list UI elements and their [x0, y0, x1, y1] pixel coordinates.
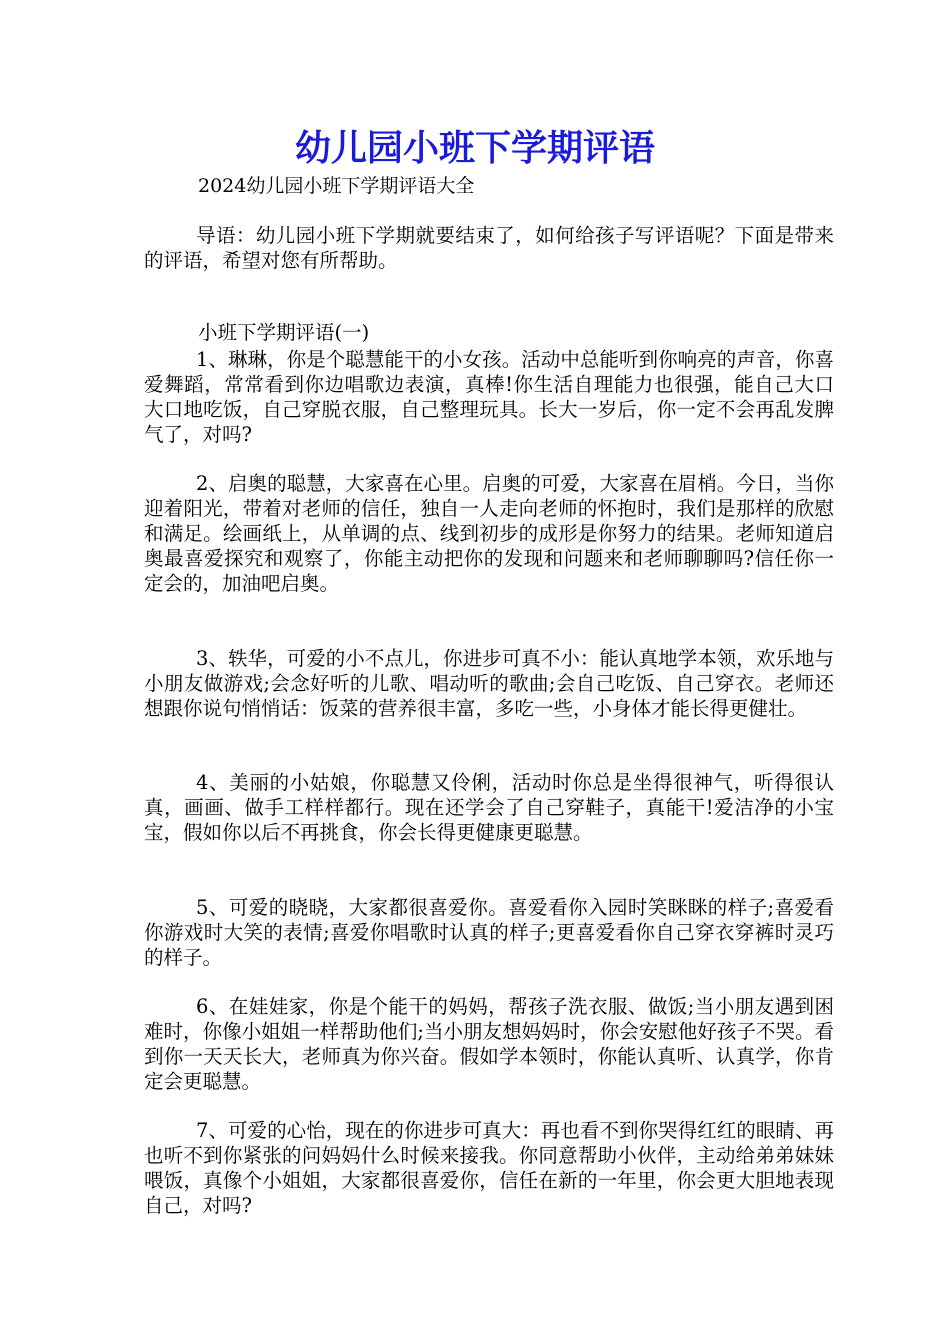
comment-paragraph-6: 6、在娃娃家，你是个能干的妈妈，帮孩子洗衣服、做饭;当小朋友遇到困难时，你像小姐姐一样帮助他们;当小朋友想妈妈时，你会安慰他好孩子不哭。看到你一天天长大，老师真为你兴奋。假如学本领时，你能认真听、认真学，你肯定会更聪慧。 [144, 995, 834, 1093]
section-heading: 小班下学期评语(一) [198, 321, 370, 344]
comment-paragraph-1: 1、琳琳，你是个聪慧能干的小女孩。活动中总能听到你响亮的声音，你喜爱舞蹈，常常看到你边唱歌边表演，真棒!你生活自理能力也很强，能自己大口大口地吃饭，自己穿脱衣服，自己整理玩具。长大一岁后，你一定不会再乱发脾气了，对吗? [144, 348, 834, 446]
document-title: 幼儿园小班下学期评语 [294, 128, 655, 169]
document-subtitle: 2024幼儿园小班下学期评语大全 [198, 175, 475, 197]
comment-paragraph-2: 2、启奥的聪慧，大家喜在心里。启奥的可爱，大家喜在眉梢。今日，当你迎着阳光，带着对老师的信任，独自一人走向老师的怀抱时，我们是那样的欣慰和满足。绘画纸上，从单调的点、线到初步的成形是你努力的结果。老师知道启奥最喜爱探究和观察了，你能主动把你的发现和问题来和老师聊聊吗?信任你一定会的，加油吧启奥。 [144, 472, 834, 595]
comment-paragraph-7: 7、可爱的心怡，现在的你进步可真大：再也看不到你哭得红红的眼睛、再也听不到你紧张的问妈妈什么时候来接我。你同意帮助小伙伴，主动给弟弟妹妹喂饭，真像个小姐姐，大家都很喜爱你，信任在新的一年里，你会更大胆地表现自己，对吗? [144, 1119, 834, 1217]
comment-paragraph-4: 4、美丽的小姑娘，你聪慧又伶俐，活动时你总是坐得很神气，听得很认真，画画、做手工样样都行。现在还学会了自己穿鞋子，真能干!爱洁净的小宝宝，假如你以后不再挑食，你会长得更健康更聪慧。 [144, 771, 834, 844]
intro-paragraph: 导语：幼儿园小班下学期就要结束了，如何给孩子写评语呢？下面是带来的评语，希望对您有所帮助。 [144, 224, 834, 272]
comment-paragraph-3: 3、轶华，可爱的小不点儿，你进步可真不小：能认真地学本领，欢乐地与小朋友做游戏;会念好听的儿歌、唱动听的歌曲;会自己吃饭、自己穿衣。老师还想跟你说句悄悄话：饭菜的营养很丰富，多吃一些，小身体才能长得更健壮。 [144, 647, 834, 720]
comment-paragraph-5: 5、可爱的晓晓，大家都很喜爱你。喜爱看你入园时笑眯眯的样子;喜爱看你游戏时大笑的表情;喜爱你唱歌时认真的样子;更喜爱看你自己穿衣穿裤时灵巧的样子。 [144, 896, 834, 969]
